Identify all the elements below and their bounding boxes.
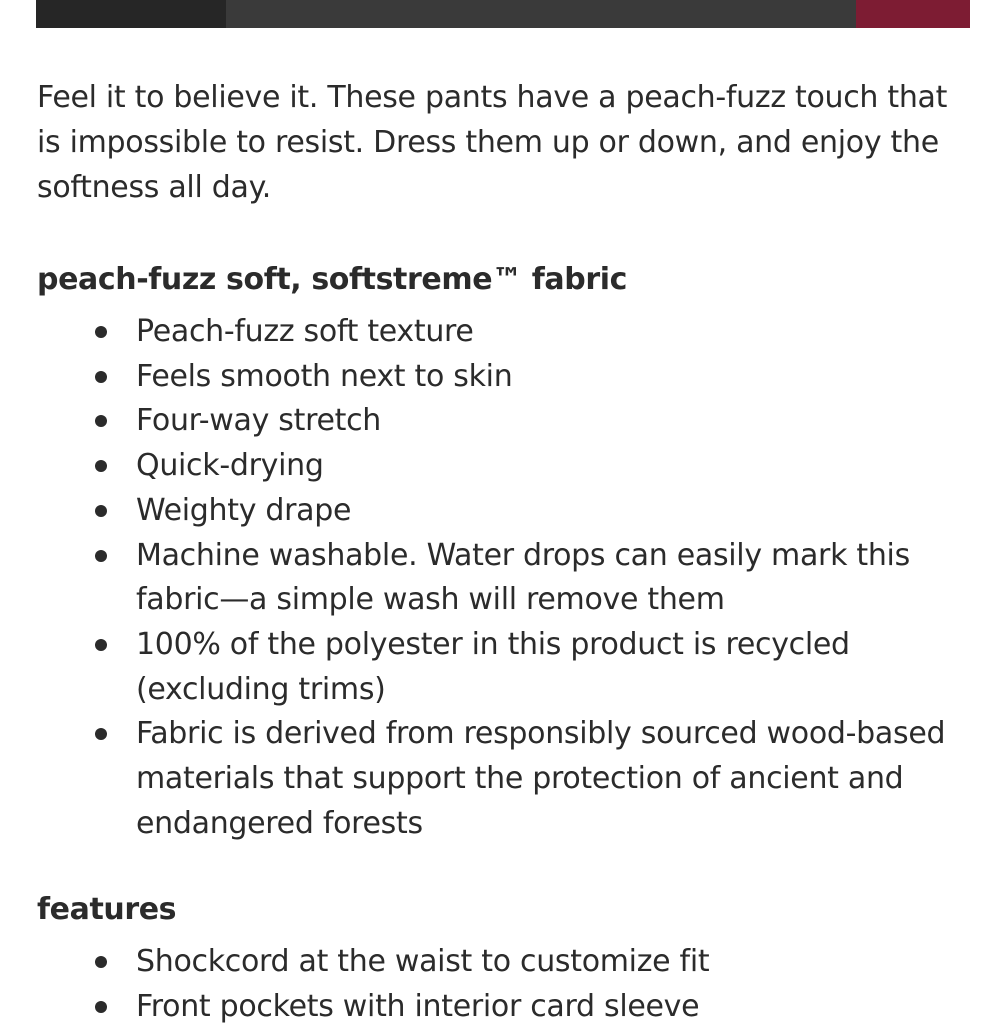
tab-bar-segment-mid[interactable] [226,0,856,28]
bullet-icon [95,728,107,740]
list-item-text: Feels smooth next to skin [136,358,513,394]
bullet-icon [95,505,107,517]
list-item [37,399,967,444]
list-item-text: Quick-drying [136,448,324,484]
list-item [37,940,967,985]
list-item [37,489,967,534]
list-item [37,985,967,1030]
list-item-text: Weighty drape [136,492,352,528]
tab-bar-segment-dark[interactable] [36,0,226,28]
list-item [37,355,967,400]
list-item-text: Machine washable. Water drops can easily mark this fabric—a simple wash will remove them [136,537,910,618]
fabric-list [37,310,967,846]
list-item [37,310,967,355]
top-tab-bar [36,0,970,28]
list-item [37,623,967,712]
list-item-text: Front pockets with interior card sleeve [136,989,700,1025]
fabric-heading: peach-fuzz soft, softstreme™ fabric [37,262,628,297]
list-item-text: 100% of the polyester in this product is recycled (excluding trims) [136,626,850,707]
bullet-icon [95,371,107,383]
list-item-text: Four-way stretch [136,403,381,439]
bullet-icon [95,460,107,472]
bullet-icon [95,1001,107,1013]
list-item-text: Shockcord at the waist to customize fit [136,944,710,980]
bullet-icon [95,550,107,562]
list-item [37,534,967,623]
bullet-icon [95,639,107,651]
list-item-text: Fabric is derived from responsibly sourced wood-based materials that support the protection of ancient and endangered forests [136,716,946,841]
list-item-text: Peach-fuzz soft texture [136,314,474,349]
features-heading: features [37,892,177,928]
intro-paragraph: Feel it to believe it. These pants have a peach-fuzz touch that is impossible to resist. Dress them up or down, and enjoy the softness all day. [37,80,948,205]
product-description [37,75,967,1030]
bullet-icon [95,326,107,338]
list-item [37,444,967,489]
tab-bar-segment-accent[interactable] [856,0,970,28]
bullet-icon [95,956,107,968]
list-item [37,712,967,846]
bullet-icon [95,415,107,427]
features-list [37,940,967,1029]
